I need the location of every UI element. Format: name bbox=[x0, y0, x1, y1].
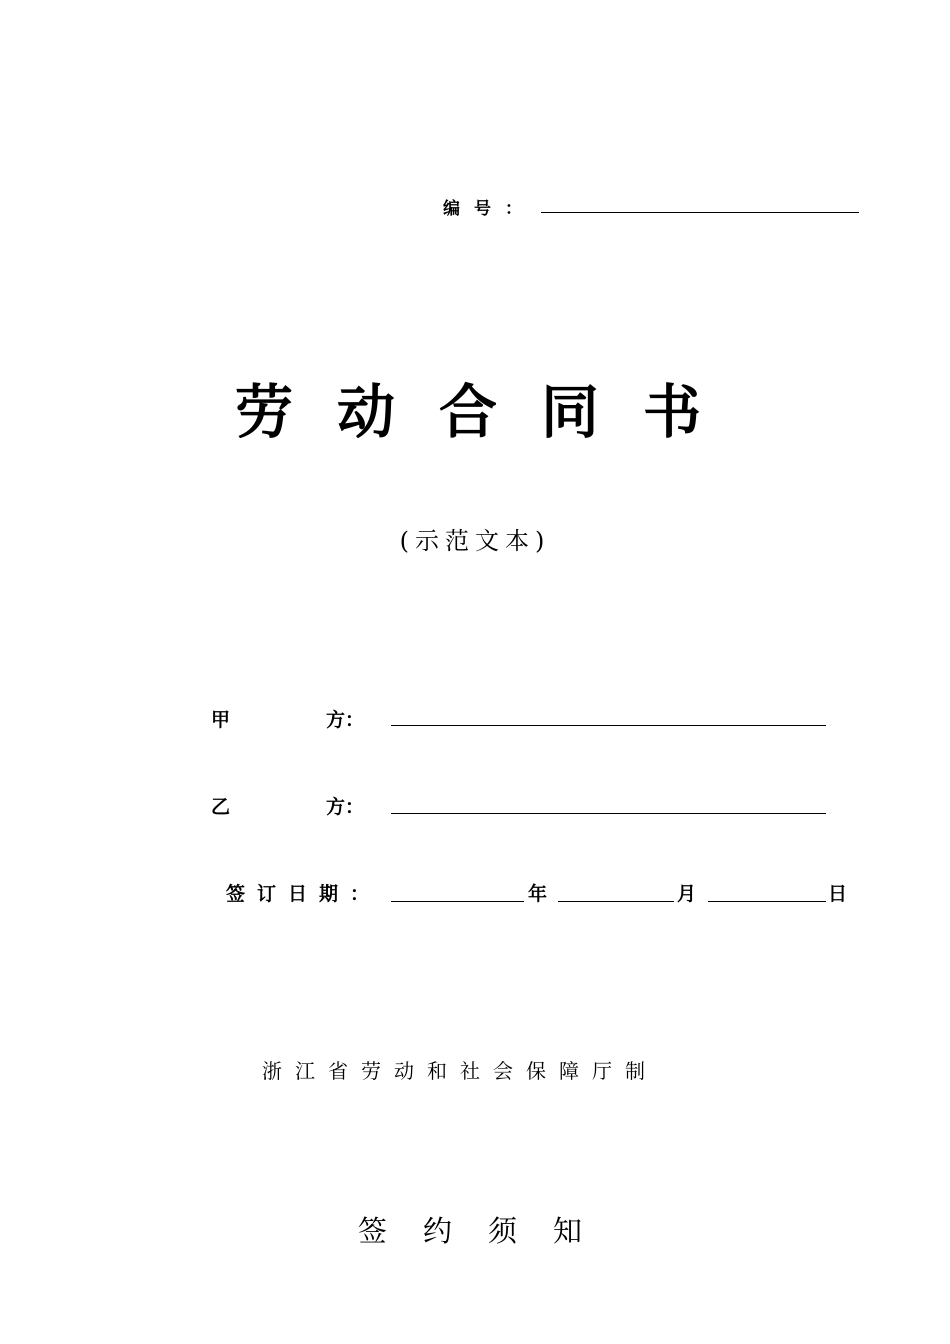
sign-year-unit: 年 bbox=[528, 883, 548, 905]
issuer-text: 浙江省劳动和社会保障厅制 bbox=[262, 1059, 658, 1083]
serial-number-label: 编号： bbox=[443, 199, 536, 219]
party-a-field[interactable] bbox=[391, 725, 826, 726]
sign-year-field[interactable] bbox=[391, 901, 524, 902]
document-subtitle: (示范文本) bbox=[399, 527, 551, 555]
document-title: 劳动合同书 bbox=[234, 378, 745, 446]
sign-month-field[interactable] bbox=[558, 901, 674, 902]
sign-day-unit: 日 bbox=[828, 883, 848, 905]
party-b-label-second: 方： bbox=[326, 796, 365, 818]
serial-number-field[interactable] bbox=[541, 212, 859, 213]
sign-day-field[interactable] bbox=[708, 901, 826, 902]
party-b-label-first: 乙 bbox=[211, 796, 231, 818]
party-a-label-second: 方： bbox=[326, 709, 365, 731]
sign-date-label: 签订日期： bbox=[226, 883, 382, 905]
sign-month-unit: 月 bbox=[677, 883, 697, 905]
section-heading: 签约须知 bbox=[358, 1214, 619, 1248]
party-b-field[interactable] bbox=[391, 813, 826, 814]
party-a-label-first: 甲 bbox=[211, 709, 231, 731]
